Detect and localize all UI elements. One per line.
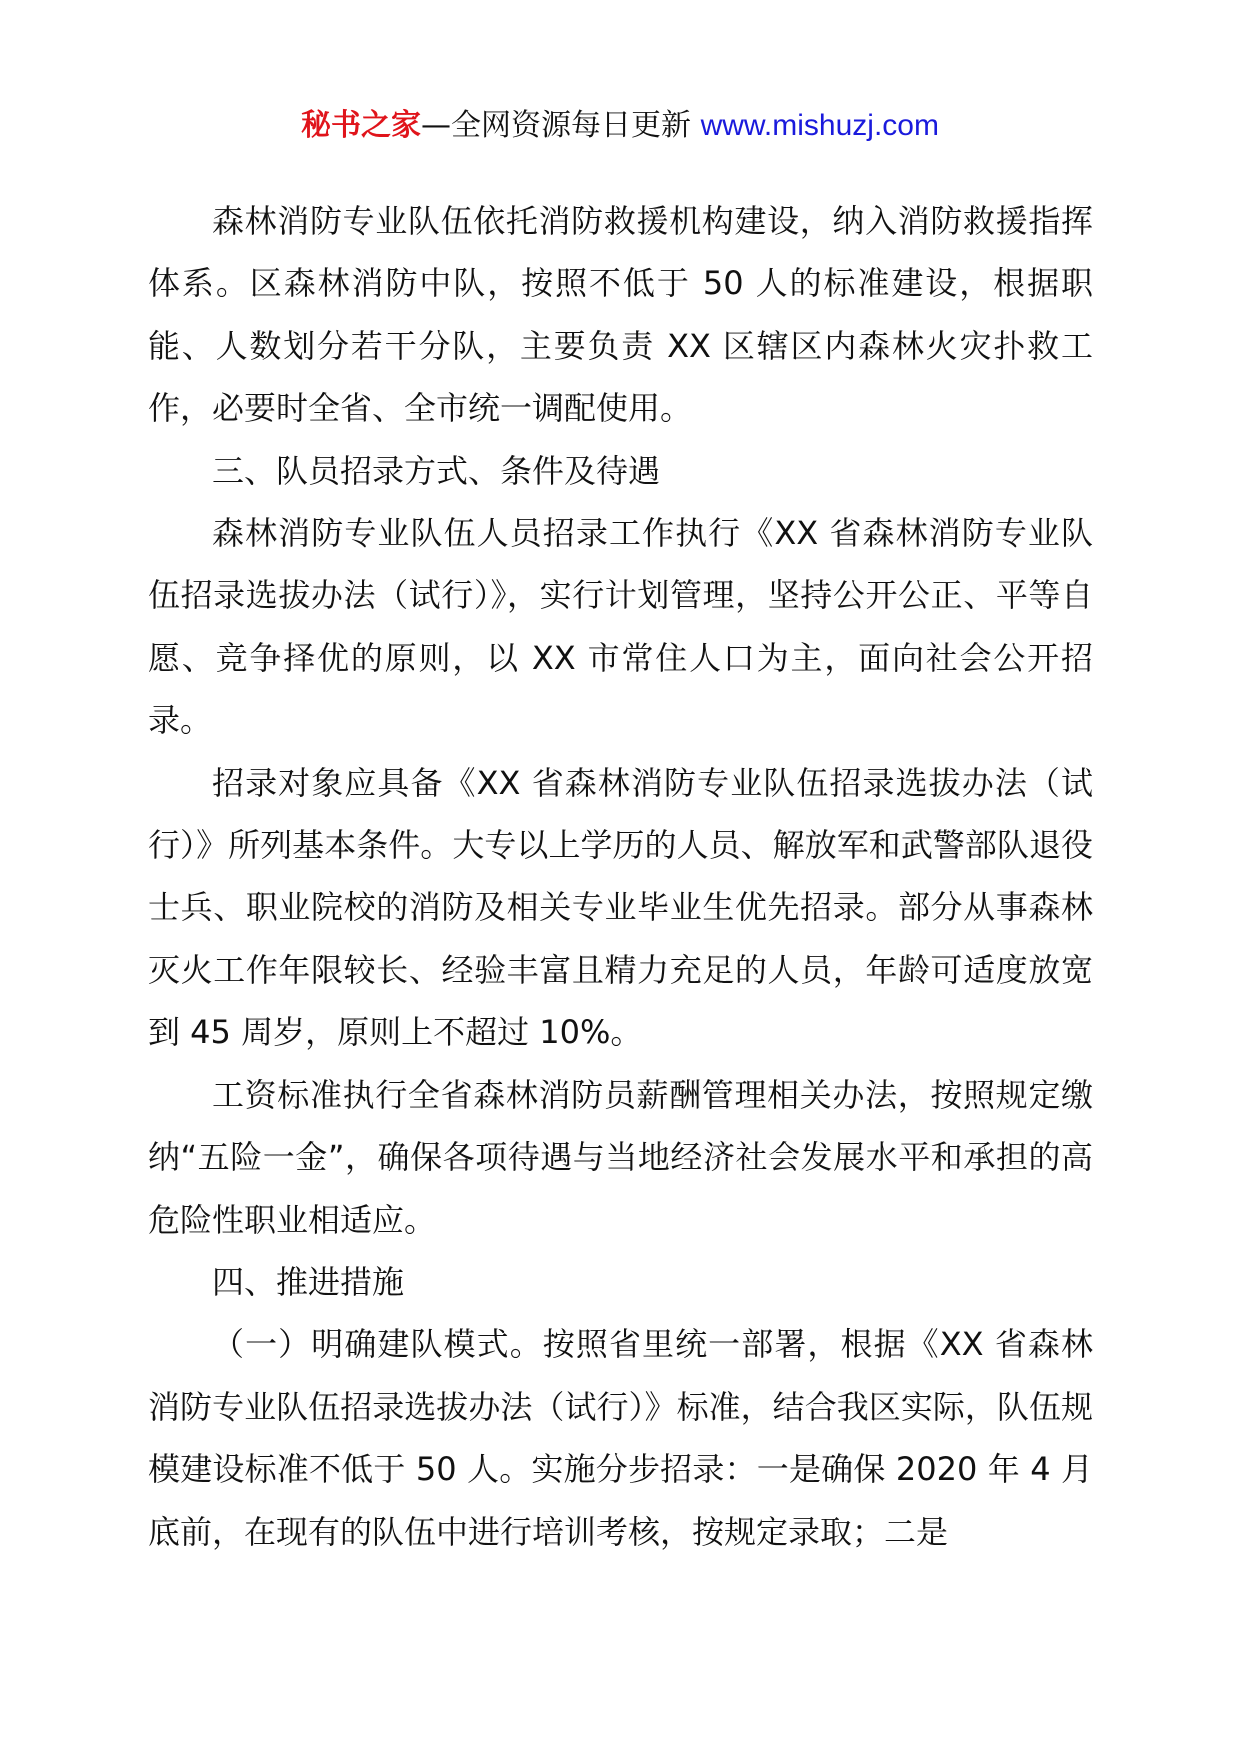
paragraph: 工资标准执行全省森林消防员薪酬管理相关办法，按照规定缴纳“五险一金”，确保各项待遇与当地经济社会发展水平和承担的高危险性职业相适应。: [148, 1075, 1093, 1239]
document-body: [148, 190, 1093, 1563]
page-header: [0, 104, 1240, 148]
paragraph: （一）明确建队模式。按照省里统一部署，根据《XX 省森林消防专业队伍招录选拔办法（试行）》标准，结合我区实际，队伍规模建设标准不低于 50 人。实施分步招录：一是确保 2020 年 4 月底前，在现有的队伍中进行培训考核，按规定录取；二是: [148, 1325, 1093, 1551]
website-link[interactable]: www.mishuzj.com: [700, 109, 939, 142]
paragraph: 招录对象应具备《XX 省森林消防专业队伍招录选拔办法（试行）》所列基本条件。大专以上学历的人员、解放军和武警部队退役士兵、职业院校的消防及相关专业毕业生优先招录。部分从事森林灭火工作年限较长、经验丰富且精力充足的人员，年龄可适度放宽到 45 周岁，原则上不超过 10%。: [148, 763, 1093, 1052]
paragraph: 森林消防专业队伍依托消防救援机构建设，纳入消防救援指挥体系。区森林消防中队，按照不低于 50 人的标准建设，根据职能、人数划分若干分队，主要负责 XX 区辖区内森林火灾扑救工作，必要时全省、全市统一调配使用。: [148, 202, 1093, 428]
header-tagline: —全网资源每日更新: [421, 108, 692, 143]
section-heading: 三、队员招录方式、条件及待遇: [212, 451, 661, 490]
paragraph: 森林消防专业队伍人员招录工作执行《XX 省森林消防专业队伍招录选拔办法（试行）》，实行计划管理，坚持公开公正、平等自愿、竞争择优的原则，以 XX 市常住人口为主，面向社会公开招录。: [148, 514, 1093, 740]
section-heading: 四、推进措施: [212, 1262, 405, 1301]
brand-name: 秘书之家: [301, 108, 422, 143]
